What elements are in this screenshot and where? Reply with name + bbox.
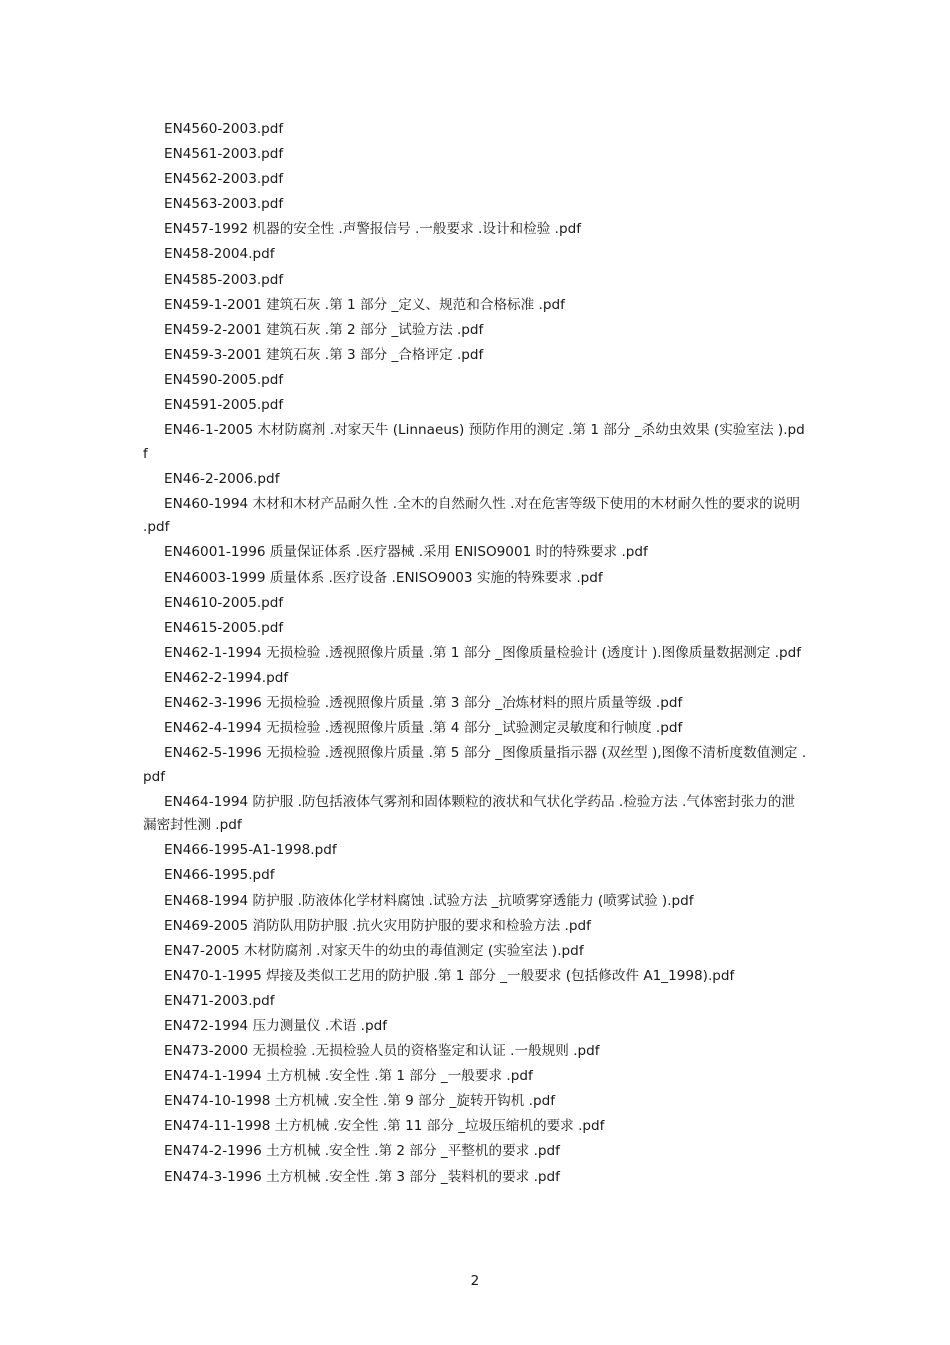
file-entry: EN459-2-2001 建筑石灰 .第 2 部分 _试验方法 .pdf	[164, 321, 484, 338]
file-entry: EN4563-2003.pdf	[164, 196, 284, 213]
file-entry: EN459-1-2001 建筑石灰 .第 1 部分 _定义、规范和合格标准 .pdf	[164, 296, 565, 313]
file-entry: EN47-2005 木材防腐剂 .对家天牛的幼虫的毒值测定 (实验室法 ).pdf	[164, 942, 584, 959]
file-entry: EN462-2-1994.pdf	[164, 669, 289, 686]
file-entry: EN462-4-1994 无损检验 .透视照像片质量 .第 4 部分 _试验测定灵敏度和行帧度 .pdf	[164, 720, 683, 737]
file-entry: EN469-2005 消防队用防护服 .抗火灾用防护服的要求和检验方法 .pdf	[164, 917, 591, 934]
file-entry: EN466-1995-A1-1998.pdf	[164, 842, 337, 859]
file-entry: EN46-1-2005 木材防腐剂 .对家天牛 (Linnaeus) 预防作用的测定 .第 1 部分 _杀幼虫效果 (实验室法 ).pdf	[143, 422, 805, 462]
file-entry: EN457-1992 机器的安全性 .声警报信号 .一般要求 .设计和检验 .pdf	[164, 221, 582, 238]
file-entry: EN464-1994 防护服 .防包括液体气雾剂和固体颗粒的液状和气状化学药品 .检验方法 .气体密封张力的泄漏密封性测 .pdf	[143, 793, 796, 834]
file-entry: EN4560-2003.pdf	[164, 121, 284, 137]
file-entry: EN46-2-2006.pdf	[164, 470, 280, 487]
file-entry: EN462-5-1996 无损检验 .透视照像片质量 .第 5 部分 _图像质量指示器 (双丝型 ),图像不清析度数值测定 .pdf	[143, 745, 807, 785]
file-entry: EN474-10-1998 土方机械 .安全性 .第 9 部分 _旋转开钩机 .pdf	[164, 1093, 556, 1110]
file-entry: EN459-3-2001 建筑石灰 .第 3 部分 _合格评定 .pdf	[164, 346, 484, 363]
file-entry: EN474-2-1996 土方机械 .安全性 .第 2 部分 _平整机的要求 .pdf	[164, 1143, 560, 1160]
file-entry: EN4615-2005.pdf	[164, 619, 284, 636]
file-entry: EN462-3-1996 无损检验 .透视照像片质量 .第 3 部分 _冶炼材料的照片质量等级 .pdf	[164, 694, 683, 711]
file-entry: EN474-11-1998 土方机械 .安全性 .第 11 部分 _垃圾压缩机的要求 .pdf	[164, 1118, 605, 1135]
file-entry: EN46001-1996 质量保证体系 .医疗器械 .采用 ENISO9001 时的特殊要求 .pdf	[164, 544, 648, 561]
file-entry: EN46003-1999 质量体系 .医疗设备 .ENISO9003 实施的特殊要求 .pdf	[164, 569, 603, 586]
file-entry: EN472-1994 压力测量仪 .术语 .pdf	[164, 1018, 388, 1034]
file-entry: EN466-1995.pdf	[164, 867, 275, 884]
file-entry: EN468-1994 防护服 .防液体化学材料腐蚀 .试验方法 _抗喷雾穿透能力 (喷雾试验 ).pdf	[164, 892, 694, 909]
file-entry: EN4561-2003.pdf	[164, 146, 284, 163]
file-entry: EN458-2004.pdf	[164, 246, 275, 263]
file-entry: EN4590-2005.pdf	[164, 371, 284, 388]
page-number: 2	[470, 1273, 480, 1289]
file-entry: EN474-1-1994 土方机械 .安全性 .第 1 部分 _一般要求 .pdf	[164, 1068, 533, 1085]
file-entry: EN4562-2003.pdf	[164, 171, 284, 188]
file-entry: EN4591-2005.pdf	[164, 397, 284, 414]
file-list	[143, 118, 808, 1191]
file-entry: EN462-1-1994 无损检验 .透视照像片质量 .第 1 部分 _图像质量检验计 (透度计 ).图像质量数据测定 .pdf	[164, 644, 802, 661]
file-entry: EN4585-2003.pdf	[164, 271, 284, 288]
file-entry: EN471-2003.pdf	[164, 992, 275, 1009]
file-entry: EN474-3-1996 土方机械 .安全性 .第 3 部分 _装料机的要求 .pdf	[164, 1168, 560, 1185]
file-entry: EN473-2000 无损检验 .无损检验人员的资格鉴定和认证 .一般规则 .pdf	[164, 1043, 600, 1060]
file-entry: EN4610-2005.pdf	[164, 594, 284, 611]
file-entry: EN470-1-1995 焊接及类似工艺用的防护服 .第 1 部分 _一般要求 (包括修改件 A1_1998).pdf	[164, 967, 735, 984]
file-entry: EN460-1994 木材和木材产品耐久性 .全木的自然耐久性 .对在危害等级下使用的木材耐久性的要求的说明 .pdf	[143, 495, 800, 536]
